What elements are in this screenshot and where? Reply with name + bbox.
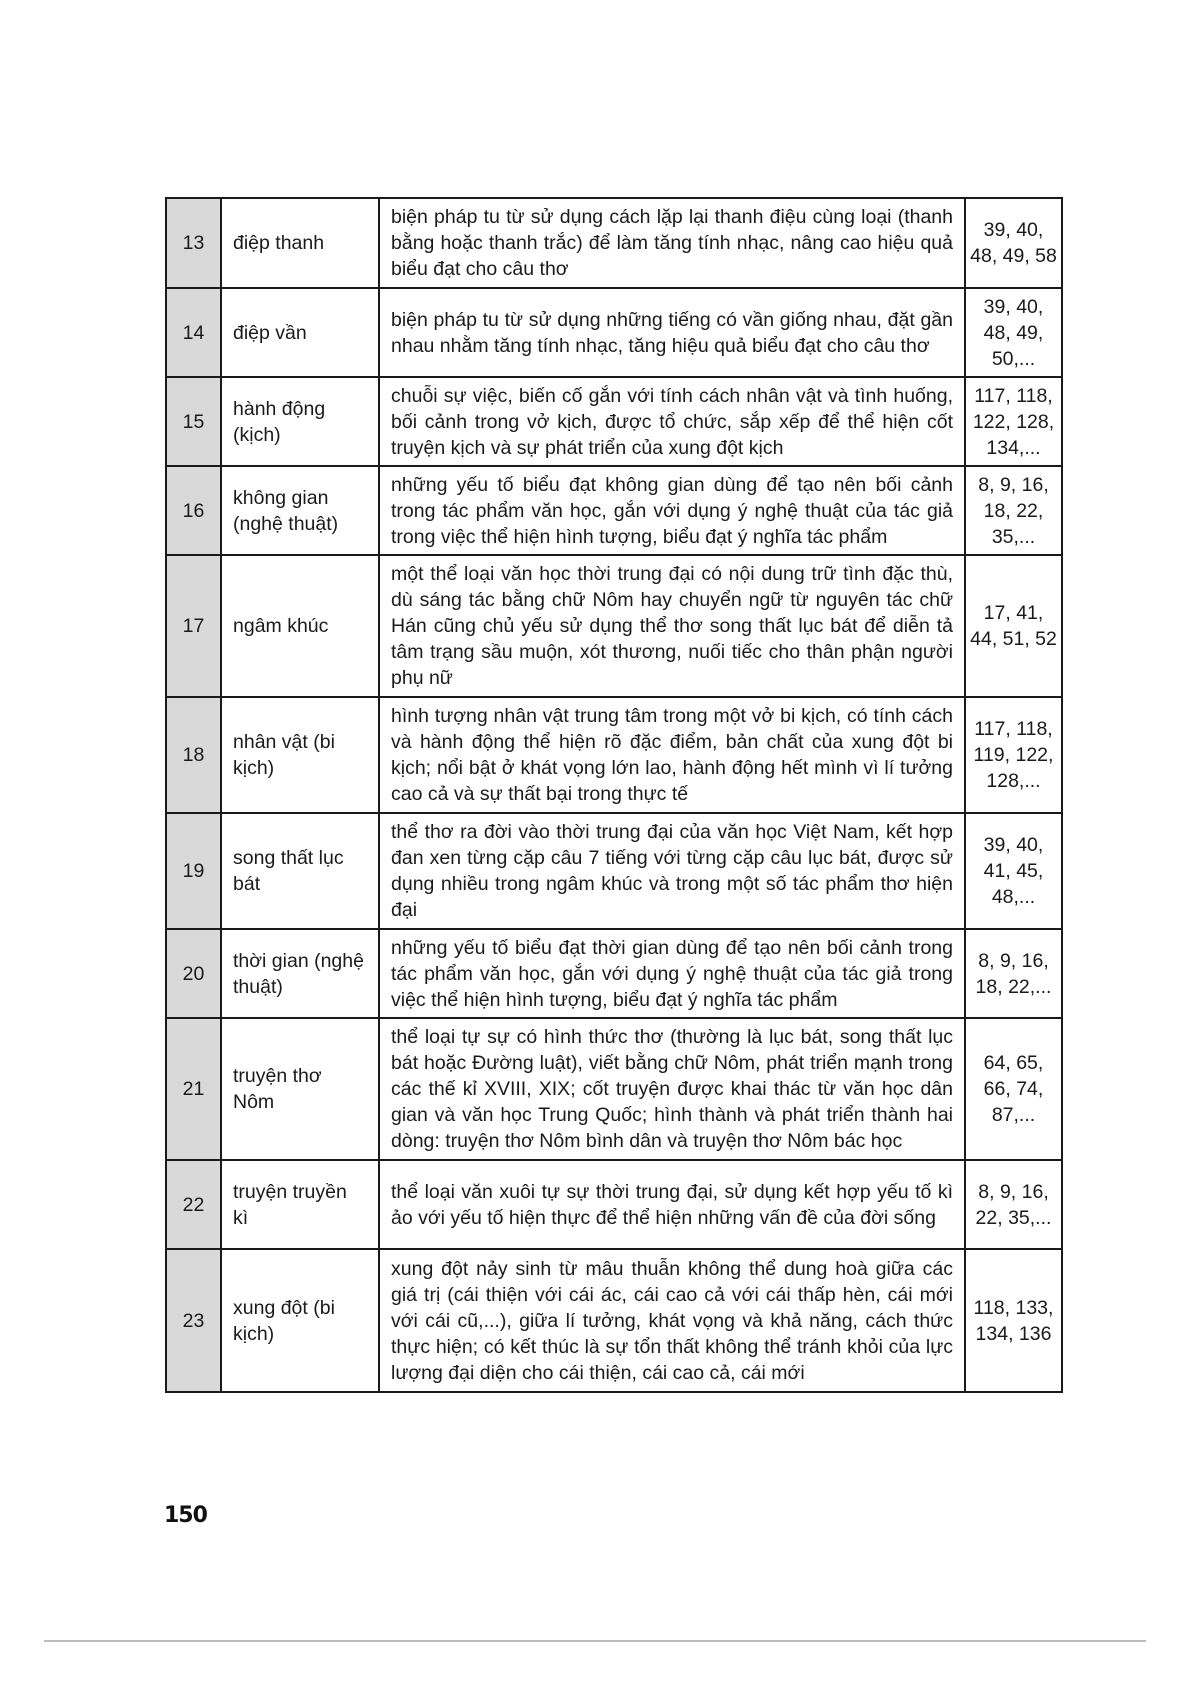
definition: thể loại văn xuôi tự sự thời trung đại, sử dụng kết hợp yếu tố kì ảo với yếu tố hiện thực để thể hiện những vấn đề của đời sống — [379, 1160, 965, 1249]
page-refs: 64, 65, 66, 74, 87,... — [965, 1018, 1062, 1160]
row-number: 18 — [166, 697, 221, 813]
term: thời gian (nghệ thuật) — [221, 929, 379, 1018]
term: nhân vật (bi kịch) — [221, 697, 379, 813]
definition: chuỗi sự việc, biến cố gắn với tính cách nhân vật và tình huống, bối cảnh trong vở kịch, được tổ chức, sắp xếp để thể hiện cốt truyện kịch và sự phát triển của xung đột kịch — [379, 377, 965, 466]
definition: biện pháp tu từ sử dụng những tiếng có vần giống nhau, đặt gần nhau nhằm tăng tính nhạc, tăng hiệu quả biểu đạt cho câu thơ — [379, 288, 965, 377]
term: điệp vần — [221, 288, 379, 377]
row-number: 19 — [166, 813, 221, 929]
table-row — [166, 1018, 1062, 1160]
definition: thể thơ ra đời vào thời trung đại của văn học Việt Nam, kết hợp đan xen từng cặp câu 7 tiếng với từng cặp câu lục bát, được sử dụng nhiều trong ngâm khúc và trong một số tác phẩm thơ hiện đại — [379, 813, 965, 929]
row-number: 23 — [166, 1249, 221, 1392]
table-row — [166, 555, 1062, 697]
row-number: 20 — [166, 929, 221, 1018]
row-number: 15 — [166, 377, 221, 466]
page-refs: 17, 41, 44, 51, 52 — [965, 555, 1062, 697]
page-refs: 39, 40, 48, 49, 58 — [965, 198, 1062, 288]
glossary-table — [165, 197, 1063, 1393]
table-row — [166, 1249, 1062, 1392]
row-number: 14 — [166, 288, 221, 377]
table-row — [166, 1160, 1062, 1249]
definition: biện pháp tu từ sử dụng cách lặp lại thanh điệu cùng loại (thanh bằng hoặc thanh trắc) để làm tăng tính nhạc, nâng cao hiệu quả biểu đạt cho câu thơ — [379, 198, 965, 288]
definition: những yếu tố biểu đạt không gian dùng để tạo nên bối cảnh trong tác phẩm văn học, gắn với dụng ý nghệ thuật của tác giả trong việc thể hiện hình tượng, biểu đạt ý nghĩa tác phẩm — [379, 466, 965, 555]
term: ngâm khúc — [221, 555, 379, 697]
page-refs: 8, 9, 16, 18, 22, 35,... — [965, 466, 1062, 555]
table-row — [166, 198, 1062, 288]
term: xung đột (bi kịch) — [221, 1249, 379, 1392]
term: song thất lục bát — [221, 813, 379, 929]
page-refs: 8, 9, 16, 18, 22,... — [965, 929, 1062, 1018]
table-row — [166, 697, 1062, 813]
term: hành động (kịch) — [221, 377, 379, 466]
definition: những yếu tố biểu đạt thời gian dùng để tạo nên bối cảnh trong tác phẩm văn học, gắn với dụng ý nghệ thuật của tác giả trong việc thể hiện hình tượng, biểu đạt ý nghĩa tác phẩm — [379, 929, 965, 1018]
definition: xung đột nảy sinh từ mâu thuẫn không thể dung hoà giữa các giá trị (cái thiện với cái ác, cái cao cả với cái thấp hèn, cái mới với cái cũ,...), giữa lí tưởng, khát vọng và khả năng, cách thức thực hiện; có kết thúc là sự tổn thất không thể tránh khỏi của lực lượng đại diện cho cái thiện, cái cao cả, cái mới — [379, 1249, 965, 1392]
row-number: 16 — [166, 466, 221, 555]
definition: hình tượng nhân vật trung tâm trong một vở bi kịch, có tính cách và hành động thể hiện rõ đặc điểm, bản chất của xung đột bi kịch; nổi bật ở khát vọng lớn lao, hành động hết mình vì lí tưởng cao cả và sự thất bại trong thực tế — [379, 697, 965, 813]
page-refs: 39, 40, 48, 49, 50,... — [965, 288, 1062, 377]
row-number: 13 — [166, 198, 221, 288]
term: điệp thanh — [221, 198, 379, 288]
definition: thể loại tự sự có hình thức thơ (thường là lục bát, song thất lục bát hoặc Đường luật), viết bằng chữ Nôm, phát triển mạnh trong các thế kỉ XVIII, XIX; cốt truyện được khai thác từ văn học dân gian và văn học Trung Quốc; hình thành và phát triển thành hai dòng: truyện thơ Nôm bình dân và truyện thơ Nôm bác học — [379, 1018, 965, 1160]
table-row — [166, 377, 1062, 466]
row-number: 22 — [166, 1160, 221, 1249]
definition: một thể loại văn học thời trung đại có nội dung trữ tình đặc thù, dù sáng tác bằng chữ Nôm hay chuyển ngữ từ nguyên tác chữ Hán cũng chủ yếu sử dụng thể thơ song thất lục bát để diễn tả tâm trạng sầu muộn, xót thương, nuối tiếc cho thân phận người phụ nữ — [379, 555, 965, 697]
row-number: 17 — [166, 555, 221, 697]
term: truyện thơ Nôm — [221, 1018, 379, 1160]
term: truyện truyền kì — [221, 1160, 379, 1249]
table-row — [166, 813, 1062, 929]
page-number: 150 — [164, 1503, 207, 1528]
table-row — [166, 466, 1062, 555]
table-row — [166, 288, 1062, 377]
page-refs: 39, 40, 41, 45, 48,... — [965, 813, 1062, 929]
footer-divider — [44, 1640, 1146, 1642]
page-refs: 117, 118, 122, 128, 134,... — [965, 377, 1062, 466]
table-row — [166, 929, 1062, 1018]
page-refs: 118, 133, 134, 136 — [965, 1249, 1062, 1392]
page-refs: 8, 9, 16, 22, 35,... — [965, 1160, 1062, 1249]
page-refs: 117, 118, 119, 122, 128,... — [965, 697, 1062, 813]
term: không gian (nghệ thuật) — [221, 466, 379, 555]
row-number: 21 — [166, 1018, 221, 1160]
